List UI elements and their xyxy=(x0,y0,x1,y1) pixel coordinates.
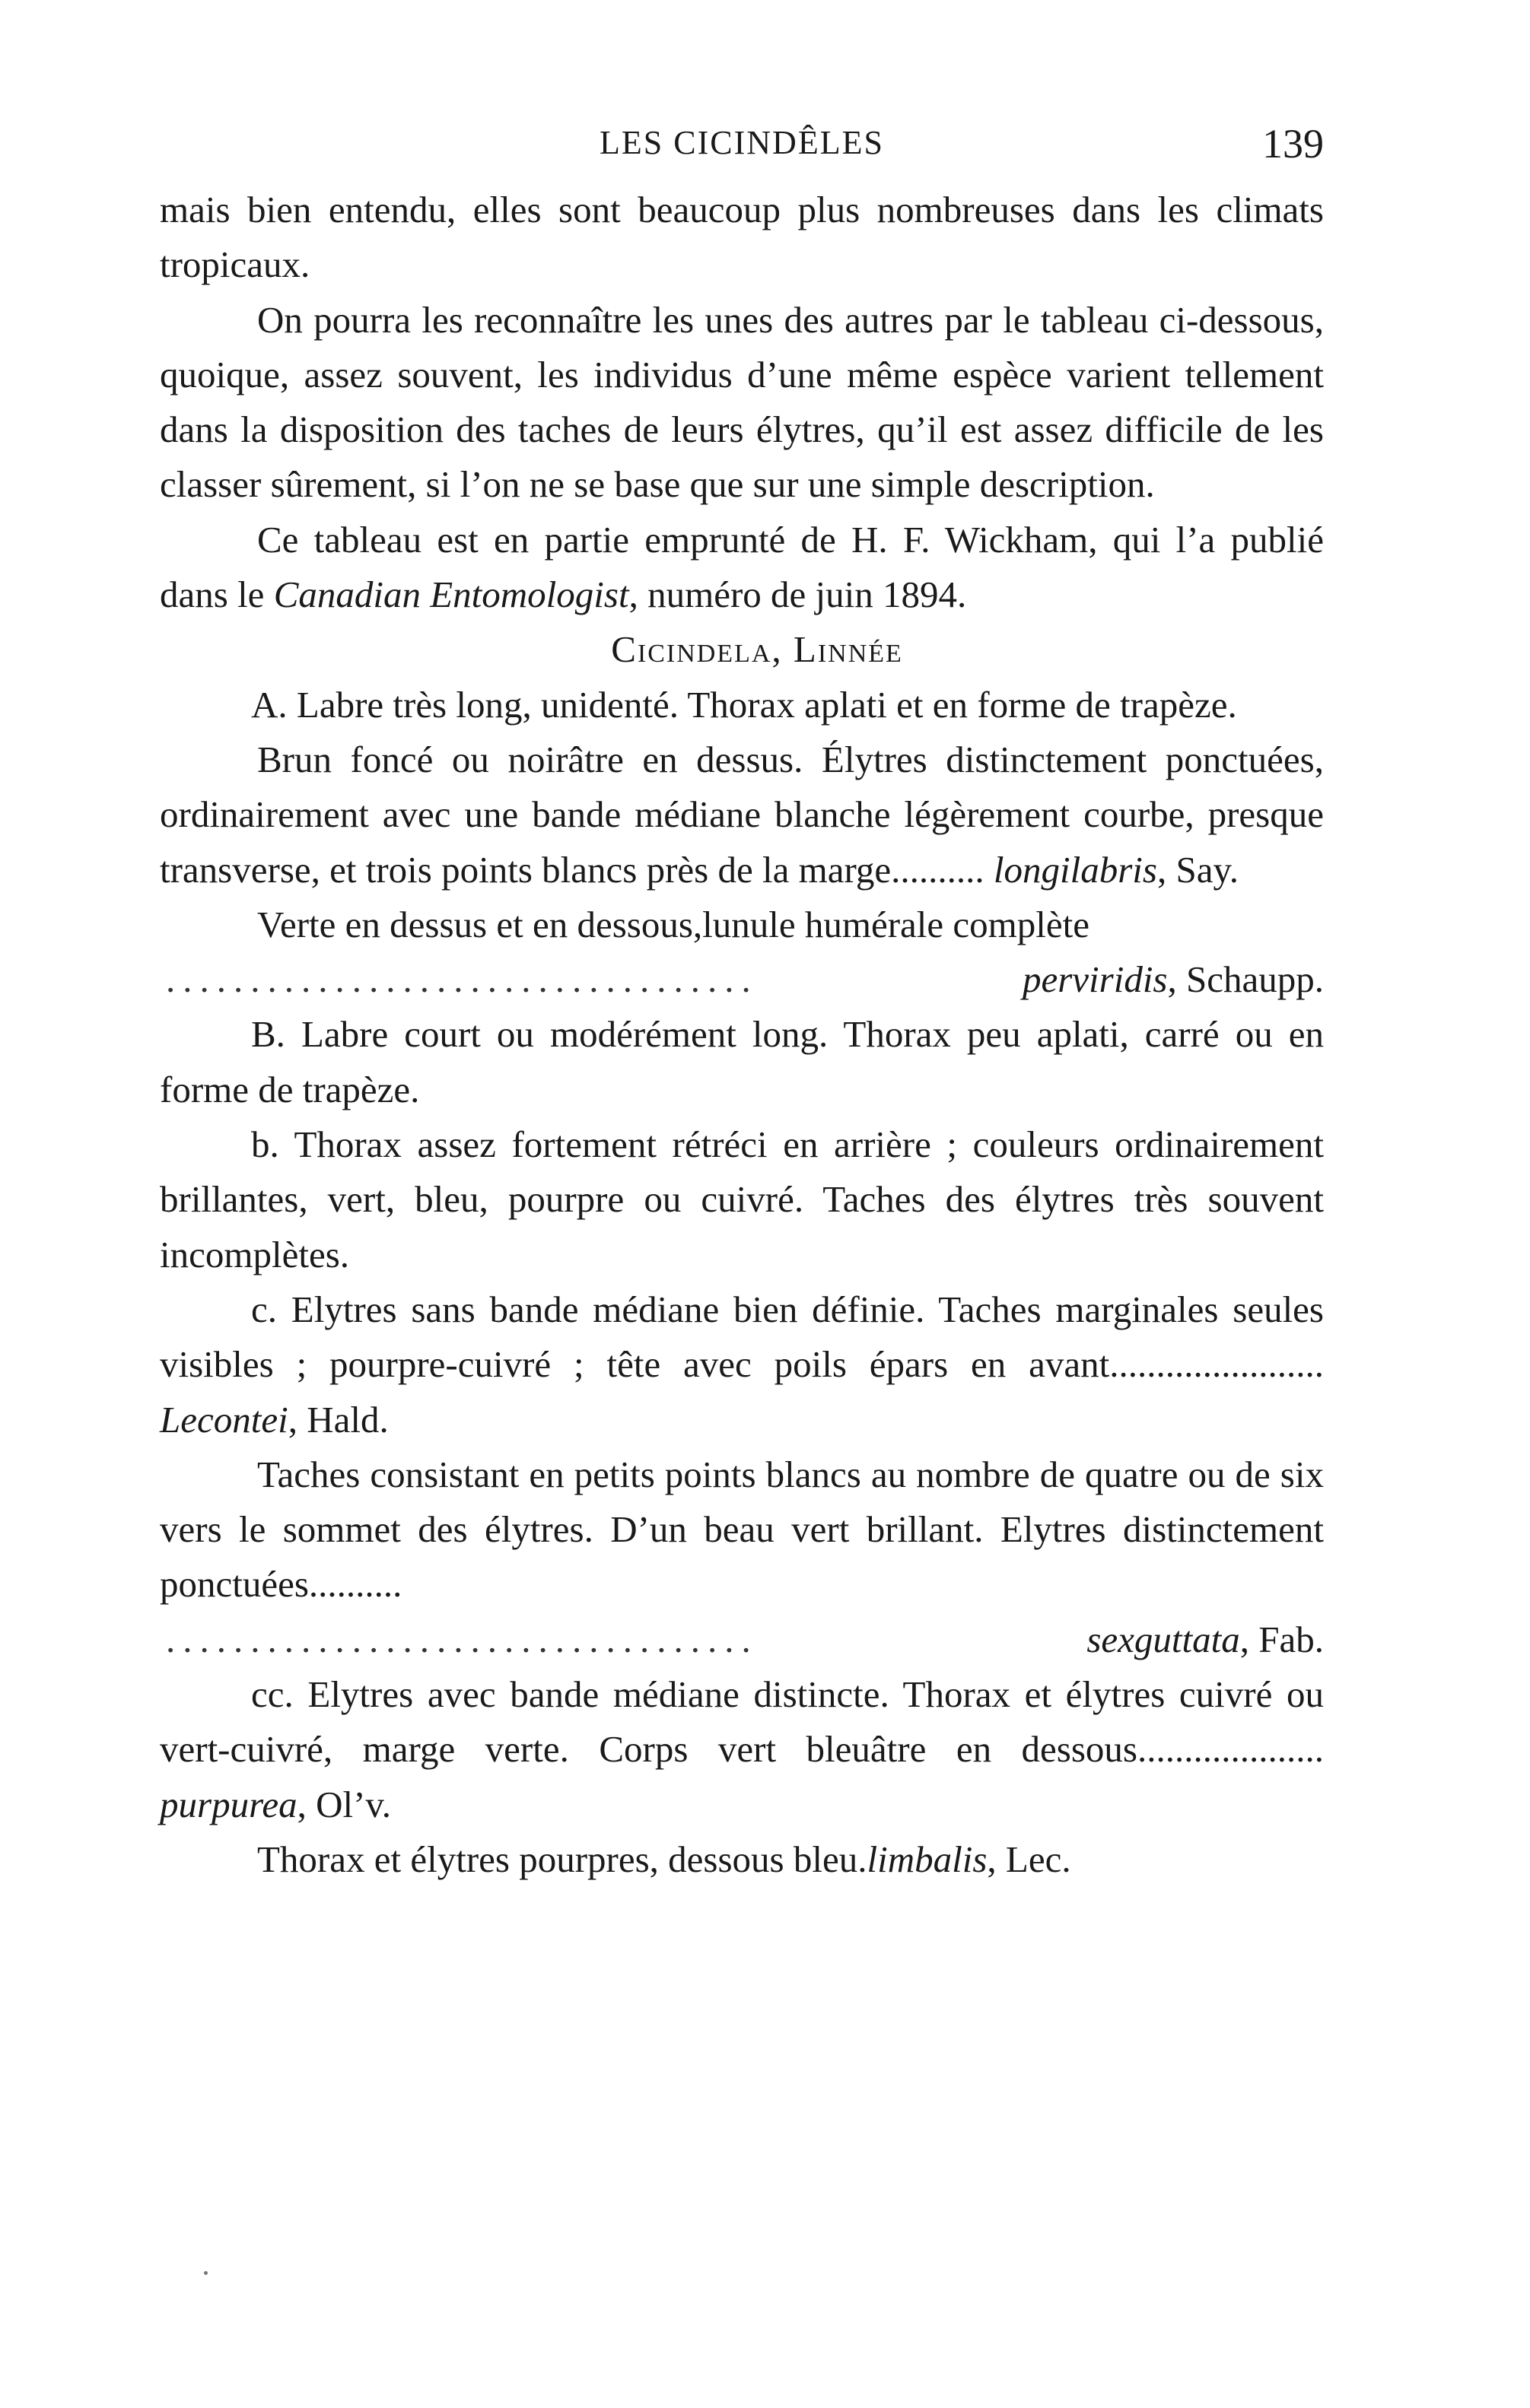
leader-dots: .................... xyxy=(1137,1728,1324,1771)
source-text-after: , numéro de juin 1894. xyxy=(628,573,967,616)
paragraph-continuation: mais bien entendu, elles sont beaucoup plus nombreuses dans les climats tropicaux. xyxy=(160,189,1324,286)
leader-dots: ................................... xyxy=(166,958,759,1001)
species-name-purpurea: purpurea xyxy=(160,1783,297,1825)
source-text-before: Ce tableau est en partie emprunté de H. F. Wickham, qui l’a publié dans le xyxy=(160,518,1324,616)
species-name-sexguttata: sexguttata xyxy=(1086,1618,1240,1660)
key-entry-limbalis-text: Thorax et élytres pourpres, dessous bleu. xyxy=(257,1838,867,1880)
key-entry-longilabris-text: Brun foncé ou noirâtre en dessus. Élytres distinctement ponctuées, ordinairement avec une bande médiane blanche légèrement courbe, presque transverse, et trois points blancs près de la marge xyxy=(160,738,1324,891)
key-couplet-cc xyxy=(160,1667,1324,1832)
species-author-purpurea: , Ol’v. xyxy=(297,1783,391,1825)
journal-title: Canadian Entomologist xyxy=(273,573,629,616)
key-couplet-b: b. Thorax assez fortement rétréci en arrière ; couleurs ordinairement brillantes, vert, bleu, pourpre ou cuivré. Taches des élytres très souvent incomplètes. xyxy=(160,1123,1324,1275)
species-name-lecontei: Lecontei xyxy=(160,1398,288,1441)
species-author-sexguttata: , Fab. xyxy=(1239,1618,1324,1660)
species-line-sexguttata xyxy=(160,1612,1324,1667)
species-author-perviridis: , Schaupp. xyxy=(1167,958,1324,1001)
species-author-lecontei: , Hald. xyxy=(288,1398,389,1441)
key-couplet-cc-text: cc. Elytres avec bande médiane distincte. Thorax et élytres cuivré ou vert-cuivré, marge verte. Corps vert bleuâtre en dessous xyxy=(160,1673,1324,1771)
species-author-longilabris: , Say. xyxy=(1156,848,1239,891)
key-couplet-A: A. Labre très long, unidenté. Thorax aplati et en forme de trapèze. xyxy=(251,683,1237,726)
species-name-limbalis: limbalis xyxy=(867,1838,988,1880)
book-page xyxy=(160,114,1324,1887)
running-head xyxy=(160,114,1324,183)
species-name-longilabris: longilabris xyxy=(993,848,1157,891)
key-entry-perviridis: Verte en dessus et en dessous,lunule humérale complète xyxy=(257,903,1090,945)
leader-dots: ....................... xyxy=(1109,1343,1324,1386)
key-couplet-B: B. Labre court ou modérément long. Thorax peu aplati, carré ou en forme de trapèze. xyxy=(160,1013,1324,1110)
species-name-perviridis: perviridis xyxy=(1022,958,1168,1001)
ink-speck xyxy=(204,2271,208,2275)
paragraph-source xyxy=(160,513,1324,623)
running-title: LES CICINDÊLES xyxy=(600,124,884,161)
key-entry-limbalis xyxy=(160,1832,1324,1887)
page-number: 139 xyxy=(1262,121,1324,167)
species-author-limbalis: , Lec. xyxy=(987,1838,1071,1880)
leader-dots: .......... xyxy=(891,848,984,891)
key-couplet-c xyxy=(160,1282,1324,1447)
key-entry-sexguttata: Taches consistant en petits points blancs au nombre de quatre ou de six vers le sommet des élytres. D’un beau vert brillant. Elytres distinctement ponctuées.......... xyxy=(160,1453,1324,1606)
species-line-perviridis xyxy=(160,952,1324,1007)
key-entry-longilabris xyxy=(160,732,1324,897)
genus-heading: Cicindela, Linnée xyxy=(611,628,903,671)
paragraph-intro: On pourra les reconnaître les unes des autres par le tableau ci-dessous, quoique, assez souvent, les individus d’une même espèce varient tellement dans la disposition des taches de leurs élytres, qu’il est assez difficile de les classer sûrement, si l’on ne se base que sur une simple description. xyxy=(160,298,1324,506)
body-text xyxy=(160,183,1324,1887)
key-couplet-c-text: c. Elytres sans bande médiane bien définie. Taches marginales seules visibles ; pourpre-cuivré ; tête avec poils épars en avant xyxy=(160,1288,1324,1386)
leader-dots: ................................... xyxy=(166,1618,759,1660)
